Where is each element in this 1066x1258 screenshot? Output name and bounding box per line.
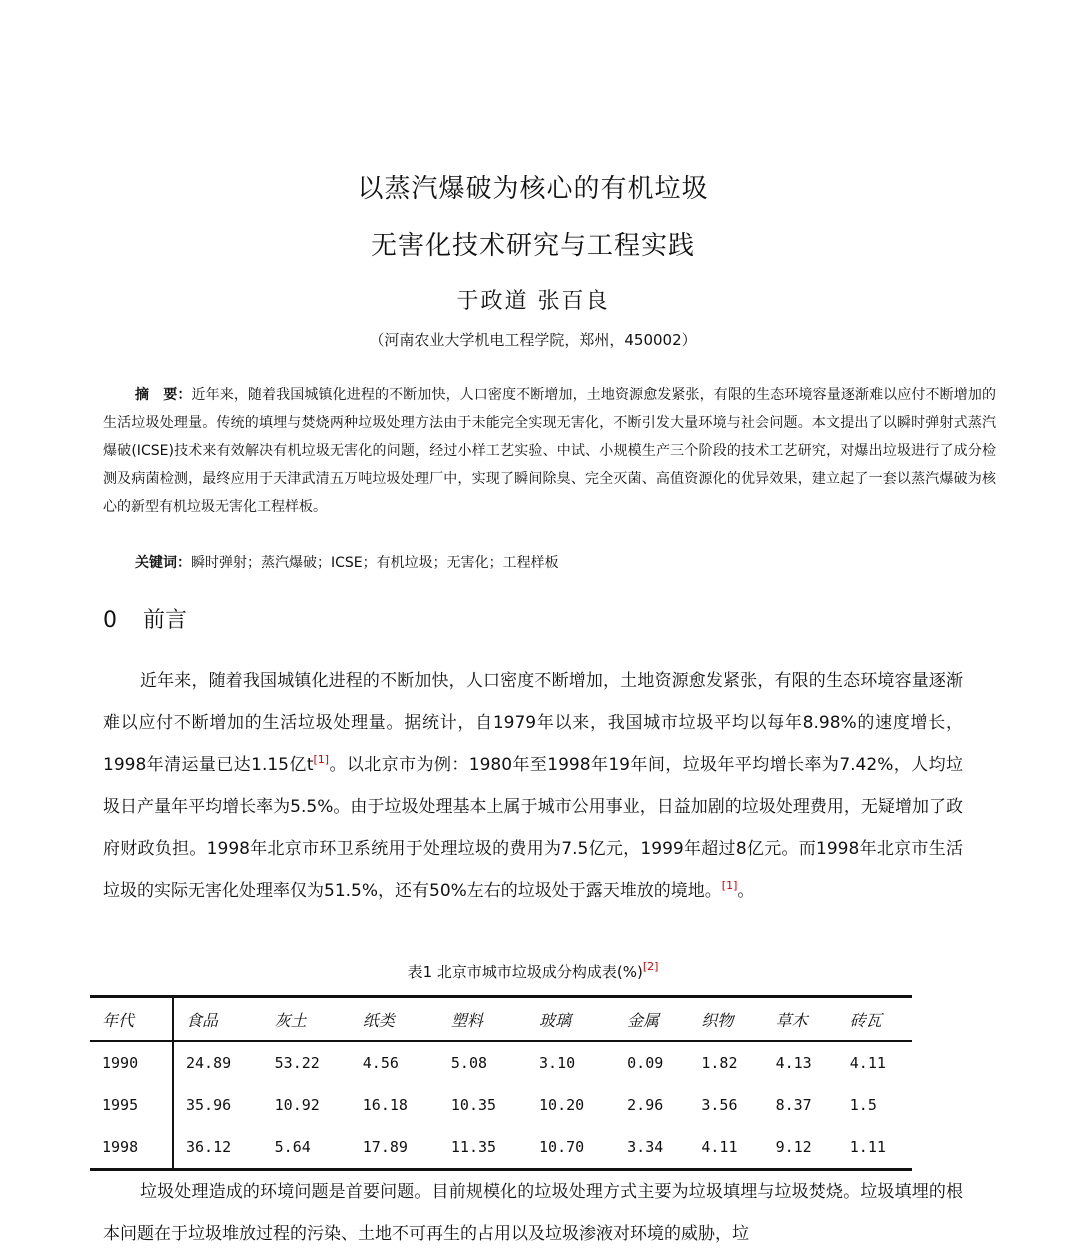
table-cell: 10.35 xyxy=(450,1096,497,1114)
table-cell: 8.37 xyxy=(775,1096,812,1114)
table-cell: 10.70 xyxy=(527,1126,615,1170)
table-cell: 4.11 xyxy=(849,1054,886,1072)
table-header-cell: 塑料 xyxy=(439,997,527,1042)
table-cell: 17.89 xyxy=(351,1126,439,1170)
table-header-cell: 砖瓦 xyxy=(838,997,912,1042)
paper-title-line2: 无害化技术研究与工程实践 xyxy=(370,231,695,261)
composition-table xyxy=(90,995,912,1171)
table-cell: 4.56 xyxy=(362,1054,399,1072)
table-cell: 4.13 xyxy=(775,1054,812,1072)
intro-paragraph xyxy=(103,660,963,912)
table-cell: 2.96 xyxy=(627,1096,664,1114)
table-header-cell: 灰土 xyxy=(263,997,351,1042)
section-heading xyxy=(103,603,187,634)
table-cell: 35.96 xyxy=(186,1096,232,1114)
citation-ref[interactable]: [1] xyxy=(313,753,330,766)
intro-text-2: 。以北京市为例：1980年至1998年19年间，垃圾年平均增长率为7.42%，人均垃圾日产量年平均增长率为5.5%。由于垃圾处理基本上属于城市公用事业，日益加剧的垃圾处理费用，无疑增加了政府财政负担。1998年北京市环卫系统用于处理垃圾的费用为7.5亿元，1999年超过8亿元。而1998年北京市生活垃圾的实际无害化处理率仅为51.5%，还有50%左右的垃圾处于露天堆放的境地。 xyxy=(103,755,963,901)
table-cell: 0.09 xyxy=(627,1054,664,1072)
paper-affiliation: （河南农业大学机电工程学院，郑州，450002） xyxy=(369,331,697,349)
intro-text-1: 近年来，随着我国城镇化进程的不断加快，人口密度不断增加，土地资源愈发紧张，有限的生态环境容量逐渐难以应付不断增加的生活垃圾处理量。据统计，自1979年以来，我国城市垃圾平均以每年8.98%的速度增长，1998年清运量已达1.15亿t xyxy=(103,671,963,775)
table-cell: 4.11 xyxy=(689,1126,763,1170)
body-paragraph xyxy=(103,1171,963,1255)
abstract-text: 近年来，随着我国城镇化进程的不断加快，人口密度不断增加，土地资源愈发紧张，有限的生态环境容量逐渐难以应付不断增加的生活垃圾处理量。传统的填埋与焚烧两种垃圾处理方法由于未能完全实现无害化，不断引发大量环境与社会问题。本文提出了以瞬时弹射式蒸汽爆破(ICSE)技术来有效解决有机垃圾无害化的问题，经过小样工艺实验、中试、小规模生产三个阶段的技术工艺研究，对爆出垃圾进行了成分检测及病菌检测，最终应用于天津武清五万吨垃圾处理厂中，实现了瞬间除臭、完全灭菌、高值资源化的优异效果，建立起了一套以蒸汽爆破为核心的新型有机垃圾无害化工程样板。 xyxy=(103,387,996,515)
table-caption xyxy=(0,961,1066,982)
table-header-cell: 玻璃 xyxy=(527,997,615,1042)
table-header-cell: 纸类 xyxy=(351,997,439,1042)
table-header-cell: 草木 xyxy=(764,997,838,1042)
keywords-label: 关键词： xyxy=(135,555,191,571)
table-header-cell: 织物 xyxy=(689,997,763,1042)
table-header-cell: 食品 xyxy=(173,997,263,1042)
citation-ref[interactable]: [2] xyxy=(642,960,659,973)
table-cell: 36.12 xyxy=(173,1126,263,1170)
table-cell: 1.5 xyxy=(849,1096,877,1114)
keywords-text: 瞬时弹射；蒸汽爆破；ICSE；有机垃圾；无害化；工程样板 xyxy=(191,555,559,571)
table-cell: 1990 xyxy=(90,1041,173,1084)
abstract-label: 摘 要： xyxy=(135,387,192,403)
table-cell: 3.10 xyxy=(539,1054,576,1072)
table-caption-text: 表1 北京市城市垃圾成分构成表(%) xyxy=(407,963,643,981)
table-cell: 10.92 xyxy=(274,1096,320,1114)
table-cell: 11.35 xyxy=(439,1126,527,1170)
table-header-cell: 年代 xyxy=(90,997,173,1042)
citation-ref[interactable]: [1] xyxy=(721,879,738,892)
table-cell: 5.08 xyxy=(450,1054,488,1072)
section-number: 0 xyxy=(103,608,117,633)
table-cell: 3.34 xyxy=(615,1126,689,1170)
keywords xyxy=(135,549,559,577)
table-cell: 3.56 xyxy=(701,1096,738,1114)
paper-authors: 于政道 张百良 xyxy=(456,289,610,314)
table-cell: 5.64 xyxy=(263,1126,351,1170)
table-cell: 1.11 xyxy=(838,1126,912,1170)
body-text: 垃圾处理造成的环境问题是首要问题。目前规模化的垃圾处理方式主要为垃圾填埋与垃圾焚烧。垃圾填埋的根本问题在于垃圾堆放过程的污染、土地不可再生的占用以及垃圾渗液对环境的威胁，垃 xyxy=(103,1182,963,1244)
abstract xyxy=(103,381,996,521)
table-row xyxy=(90,1084,912,1126)
table-cell: 1998 xyxy=(90,1126,173,1170)
table-row xyxy=(90,1041,912,1084)
table-cell: 9.12 xyxy=(764,1126,838,1170)
table-cell: 10.20 xyxy=(539,1096,585,1114)
table-cell: 1995 xyxy=(90,1084,173,1126)
table-row xyxy=(90,1126,912,1170)
table-cell: 53.22 xyxy=(274,1054,320,1072)
table-cell: 16.18 xyxy=(362,1096,408,1114)
intro-text-3: 。 xyxy=(737,881,755,901)
table-cell: 24.89 xyxy=(186,1054,232,1072)
table-header-cell: 金属 xyxy=(615,997,689,1042)
table-header-row xyxy=(90,997,912,1042)
section-title: 前言 xyxy=(143,608,188,633)
table-cell: 1.82 xyxy=(701,1054,738,1072)
paper-title-line1: 以蒸汽爆破为核心的有机垃圾 xyxy=(357,174,709,204)
